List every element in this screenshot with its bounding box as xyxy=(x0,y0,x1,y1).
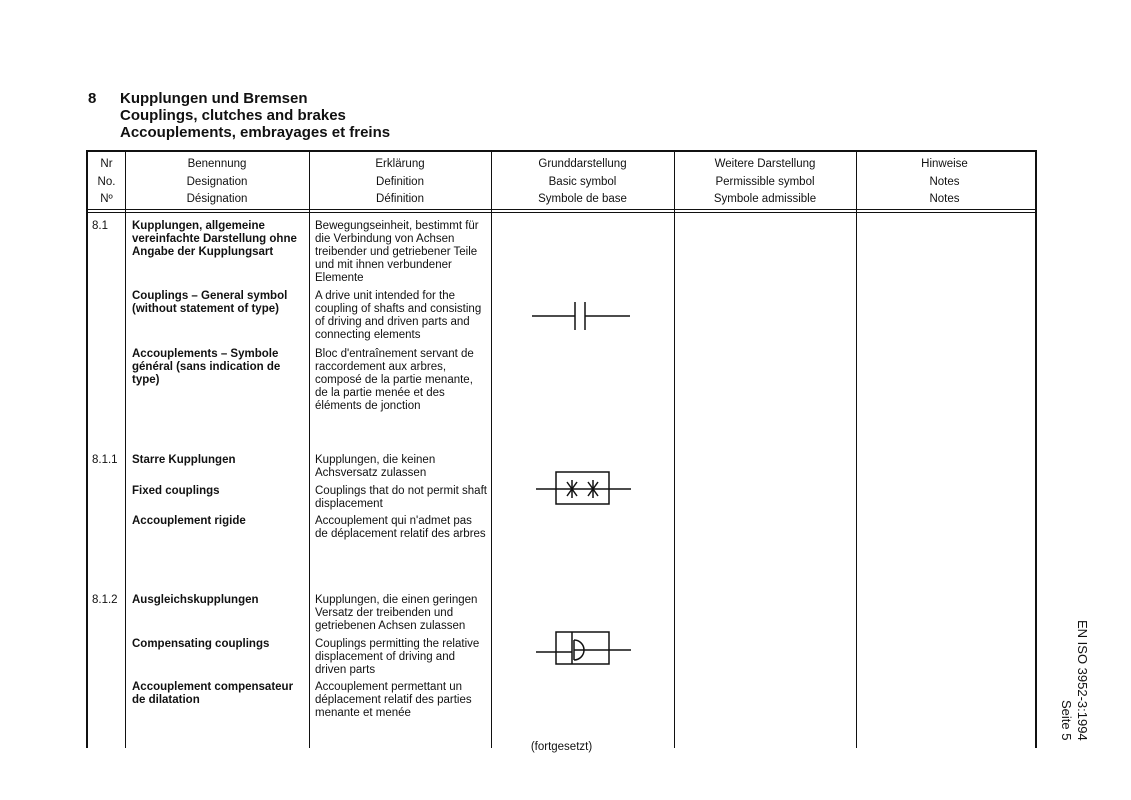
header-weitere-darstellung: Weitere Darstellung Permissible symbol Symbole admissible xyxy=(713,158,817,205)
header-rule xyxy=(88,209,1035,210)
designation-de: Ausgleichskupplungen xyxy=(132,594,259,606)
definition-en: Couplings permitting the relative displacement of driving and driven parts xyxy=(315,638,480,676)
designation-de: Kupplungen, allgemeine vereinfachte Darstellung ohne Angabe der Kupplungsart xyxy=(132,220,297,258)
designation-fr: Accouplement compensateur de dilatation xyxy=(132,681,294,706)
definition-de: Kupplungen, die keinen Achsversatz zulassen xyxy=(315,454,436,479)
definition-fr: Accouplement qui n'admet pas de déplacement relatif des arbres xyxy=(315,515,486,540)
section-title-en: Couplings, clutches and brakes xyxy=(120,107,346,124)
designation-en: Couplings – General symbol (without statement of type) xyxy=(132,290,288,315)
col-divider xyxy=(491,152,492,748)
symbol-table xyxy=(86,150,1037,753)
designation-en: Fixed couplings xyxy=(132,485,220,497)
designation-de: Starre Kupplungen xyxy=(132,454,236,466)
definition-de: Kupplungen, die einen geringen Versatz der treibenden und getriebenen Achsen zulassen xyxy=(315,594,478,632)
designation-fr: Accouplement rigide xyxy=(132,515,246,527)
page-side-label xyxy=(1050,620,1131,740)
page-number: Seite 5 xyxy=(1059,700,1074,741)
designation-fr: Accouplements – Symbole général (sans indication de type) xyxy=(132,348,281,386)
row-number: 8.1.1 xyxy=(92,454,118,466)
header-benennung: Benennung Designation Désignation xyxy=(186,158,248,205)
header-nr: Nr No. Nº xyxy=(97,158,116,205)
col-divider xyxy=(856,152,857,748)
row-number: 8.1 xyxy=(92,220,108,232)
definition-fr: Accouplement permettant un déplacement relatif des parties menante et menée xyxy=(315,681,472,719)
header-rule xyxy=(88,212,1035,213)
col-divider xyxy=(309,152,310,748)
col-divider xyxy=(125,152,126,748)
col-divider xyxy=(674,152,675,748)
designation-en: Compensating couplings xyxy=(132,638,270,650)
coupling-general-symbol xyxy=(528,300,638,332)
definition-en: A drive unit intended for the coupling of shafts and consisting of driving and driven parts and connecting elements xyxy=(315,290,482,341)
compensating-coupling-symbol xyxy=(534,628,634,670)
standard-number: EN ISO 3952-3:1994 xyxy=(1075,620,1090,741)
definition-en: Couplings that do not permit shaft displacement xyxy=(315,485,487,510)
section-title-de: Kupplungen und Bremsen xyxy=(120,90,308,107)
header-erklaerung: Erklärung Definition Définition xyxy=(375,158,425,205)
row-number: 8.1.2 xyxy=(92,594,118,606)
definition-de: Bewegungseinheit, bestimmt für die Verbindung von Achsen treibender und getriebener Teile und mit ihnen verbundener Elemente xyxy=(315,220,479,284)
continued-note: (fortgesetzt) xyxy=(530,741,593,753)
section-number: 8 xyxy=(88,90,97,107)
definition-fr: Bloc d'entraînement servant de raccordement aux arbres, composé de la partie menante, de la partie menée et des éléments de jonction xyxy=(315,348,474,412)
header-hinweise: Hinweise Notes Notes xyxy=(921,158,968,205)
header-grunddarstellung: Grunddarstellung Basic symbol Symbole de base xyxy=(538,158,627,205)
section-title-fr: Accouplements, embrayages et freins xyxy=(120,124,391,141)
fixed-coupling-symbol xyxy=(534,468,634,510)
